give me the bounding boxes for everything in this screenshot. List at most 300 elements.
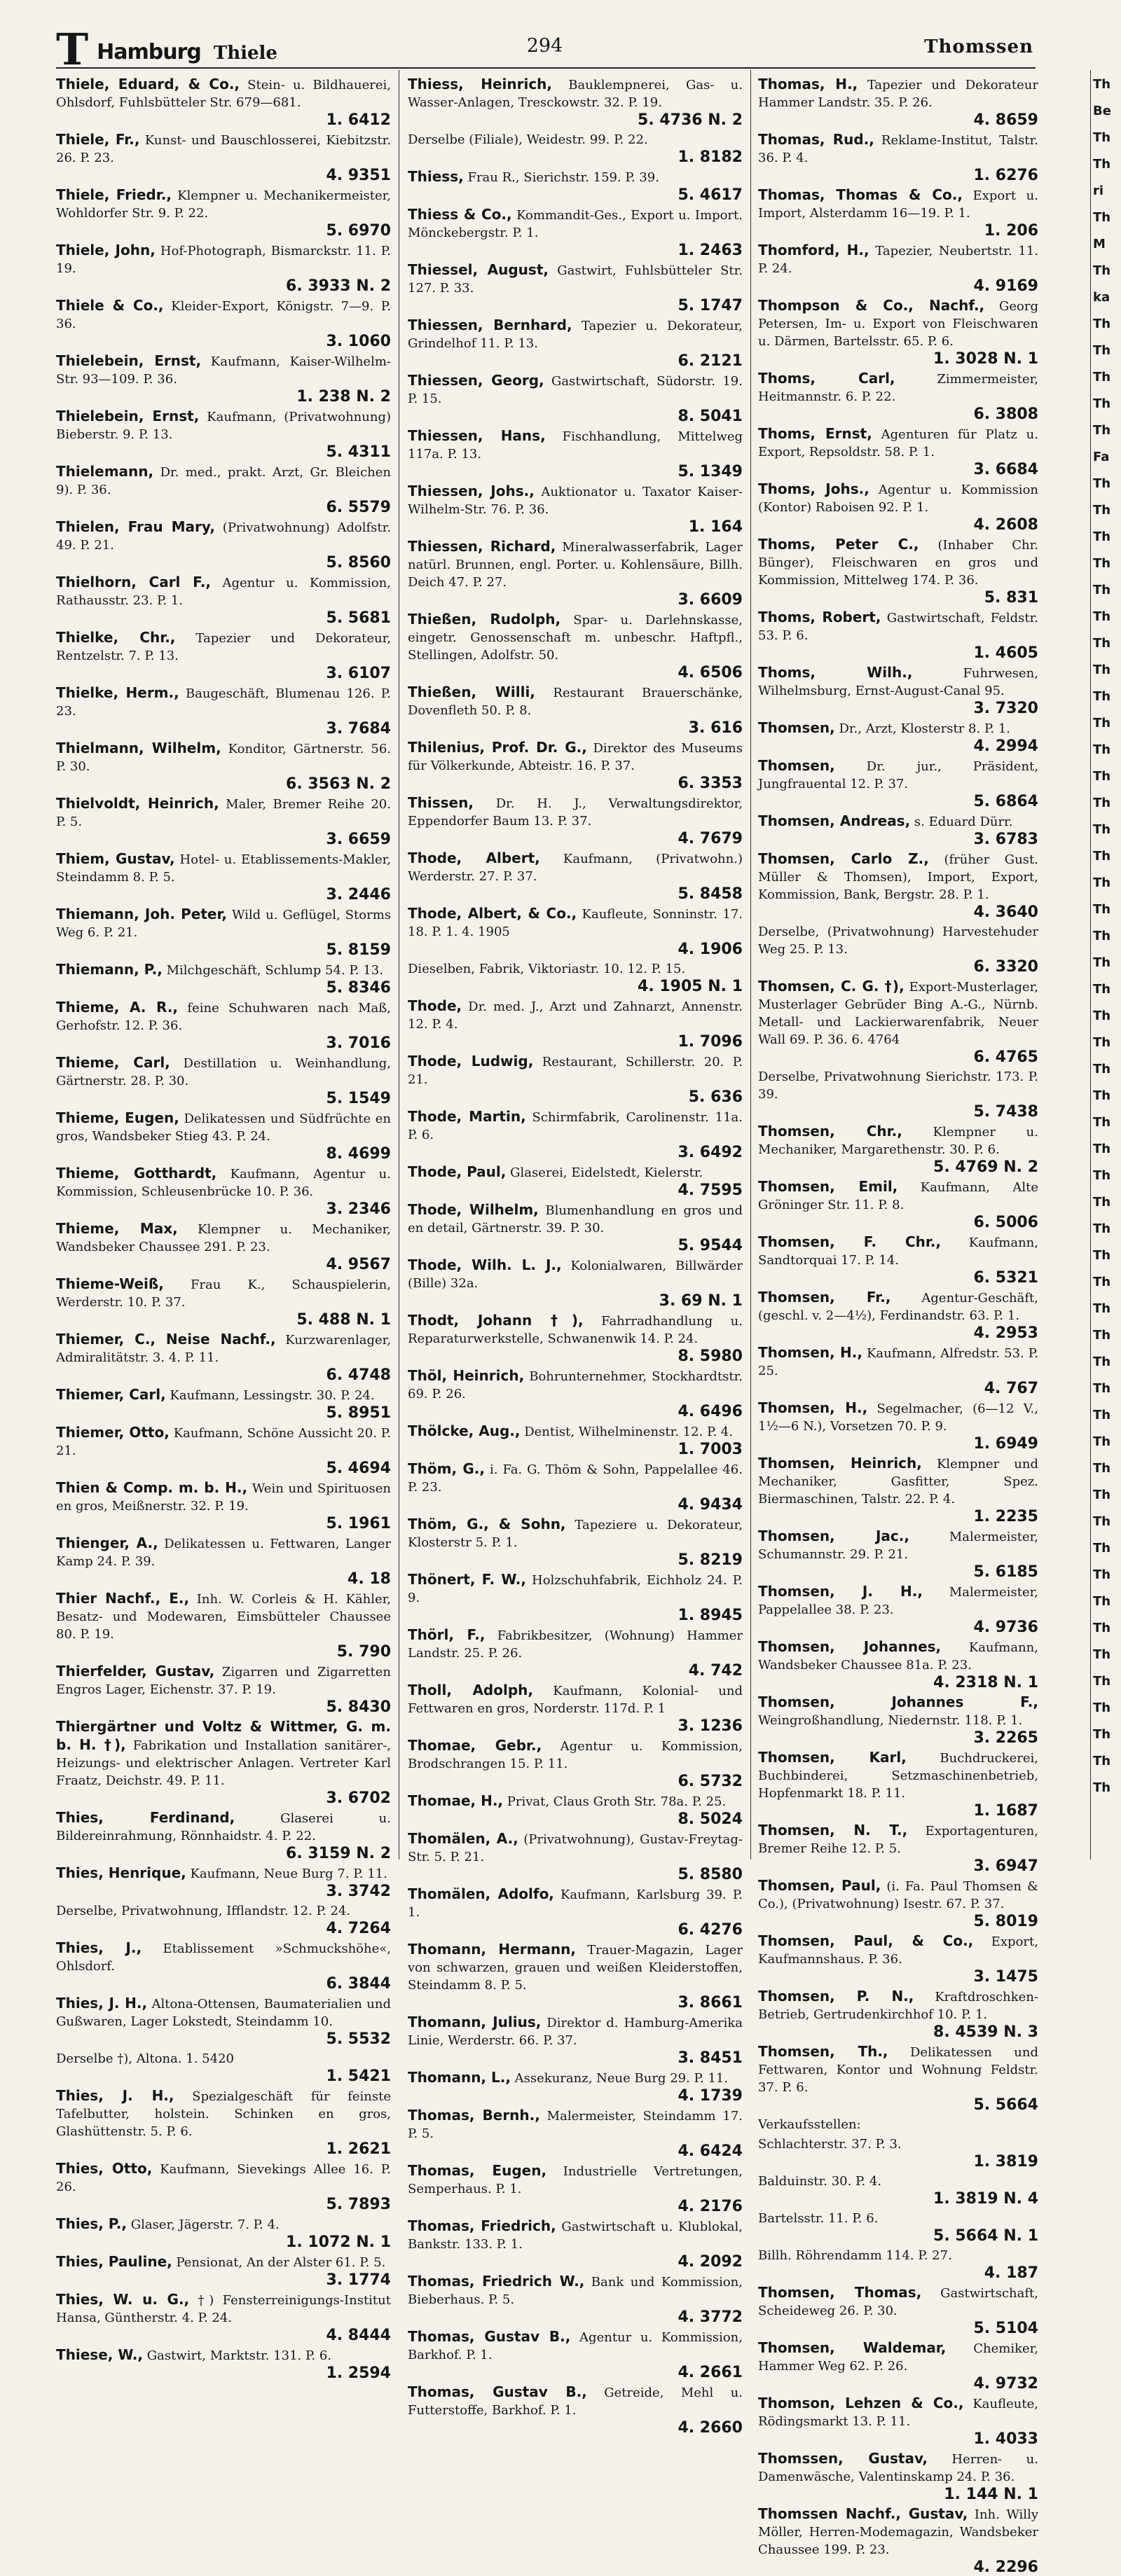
edge-fragment: Th — [1093, 1275, 1111, 1289]
section-letter: T — [56, 24, 89, 75]
header-rule — [56, 67, 1036, 69]
edge-fragment: Th — [1093, 503, 1111, 518]
entry-phone: 6. 3320 — [973, 958, 1038, 976]
entry-details: Frau K., Schauspielerin, Werderstr. 10. P. 37. — [56, 1277, 391, 1310]
entry-phone: 3. 6492 — [678, 1144, 743, 1161]
entry-phone: 1. 2621 — [326, 2140, 391, 2158]
edge-fragment: Th — [1093, 929, 1111, 943]
directory-entry — [758, 2505, 1038, 2576]
entry-name: Thomsen, N. T., — [758, 1822, 908, 1838]
directory-entry — [56, 684, 391, 738]
entry-phone: 1. 8182 — [678, 148, 743, 166]
entry-details: Kaufmann, Sievekings Allee 16. P. 26. — [56, 2162, 391, 2194]
entry-phone: 6. 3844 — [326, 1975, 391, 1993]
directory-entry — [56, 1939, 391, 1993]
directory-entry — [758, 1988, 1038, 2041]
entry-details: Direktor des Museums für Völkerkunde, Abteistr. 16. P. 37. — [408, 741, 743, 773]
entry-details: Spezialgeschäft für feinste Tafelbutter, holstein. Schinken en gros, Glashüttenstr. 5. P. 6. — [56, 2089, 391, 2139]
entry-phone: 5. 4769 N. 2 — [933, 1158, 1038, 1176]
directory-entry — [56, 2050, 391, 2085]
directory-entry — [408, 1516, 743, 1569]
directory-entry — [758, 609, 1038, 662]
entry-details: Kommandit-Ges., Export u. Import. Mönckebergstr. P. 1. — [408, 208, 743, 240]
entry-phone: 5. 5664 — [973, 2096, 1038, 2114]
entry-details: s. Eduard Dürr. — [914, 815, 1013, 829]
directory-entry — [56, 629, 391, 682]
entry-details: Inh. W. Corleis & H. Kähler, Besatz- und Modewaren, Eimsbütteler Chaussee 80. P. 19. — [56, 1592, 392, 1642]
entry-phone: 5. 8580 — [678, 1866, 743, 1883]
entry-name: Thieme, A. R., — [56, 999, 178, 1016]
entry-details: Gastwirt, Marktstr. 131. P. 6. — [146, 2348, 332, 2363]
entry-phone: 3. 2265 — [973, 1729, 1038, 1747]
directory-entry — [758, 297, 1038, 368]
entry-details: Bohrunternehmer, Stockhardtstr. 69. P. 26. — [408, 1369, 743, 1401]
entry-name: Thissen, — [408, 794, 474, 811]
entry-details: Fahrradhandlung u. Reparaturwerkstelle, Schwanenwik 14. P. 24. — [408, 1314, 743, 1346]
entry-phone: 4. 9736 — [973, 1619, 1038, 1636]
directory-entry — [56, 463, 391, 516]
entry-phone: 5. 1549 — [326, 1090, 391, 1107]
directory-entry — [408, 76, 743, 129]
entry-name: Thießen, Willi, — [408, 684, 535, 700]
entry-phone: 1. 144 N. 1 — [944, 2486, 1038, 2503]
entry-name: Thode, Wilhelm, — [408, 1201, 539, 1218]
entry-phone: 5. 8019 — [973, 1913, 1038, 1930]
edge-fragment: Th — [1093, 1248, 1111, 1263]
entry-phone: 3. 6947 — [973, 1857, 1038, 1875]
directory-entry — [758, 923, 1038, 976]
directory-entry — [408, 1201, 743, 1254]
directory-entry — [408, 794, 743, 847]
entry-phone: 1. 206 — [984, 222, 1038, 240]
entry-phone: 1. 2594 — [326, 2364, 391, 2382]
entry-phone: 5. 8159 — [326, 941, 391, 959]
entry-name: Thode, Wilh. L. J., — [408, 1256, 562, 1273]
entry-phone: 4. 9169 — [973, 277, 1038, 295]
entry-details: Gastwirtschaft, Scheideweg 26. P. 30. — [758, 2286, 1038, 2318]
entry-name: Thode, Paul, — [408, 1163, 507, 1180]
entry-phone: 4. 6506 — [678, 664, 743, 681]
entry-name: Thiess & Co., — [408, 206, 512, 223]
entry-name: Thomsen, Paul, & Co., — [758, 1932, 974, 1949]
edge-fragment: Th — [1093, 902, 1111, 917]
entry-details: Frau R., Sierichstr. 159. P. 39. — [467, 170, 659, 185]
entry-name: Thomsen, H., — [758, 1399, 868, 1416]
entry-details: Altona-Ottensen, Baumaterialien und Gußwaren, Lager Lokstedt, Steindamm 10. — [56, 1997, 391, 2029]
entry-phone: 5. 8458 — [678, 885, 743, 903]
entry-name: Thiele, Friedr., — [56, 186, 172, 203]
entry-details: Privat, Claus Groth Str. 78a. P. 25. — [507, 1794, 727, 1809]
entry-phone: 6. 3159 N. 2 — [286, 1845, 391, 1862]
entry-phone: 4. 8444 — [326, 2327, 391, 2344]
directory-entry — [56, 1718, 391, 1807]
column-2 — [408, 76, 743, 2437]
directory-entry — [408, 1053, 743, 1106]
entry-name: Thomann, Julius, — [408, 2014, 542, 2030]
edge-fragment: Th — [1093, 1355, 1111, 1369]
entry-phone: 5. 4736 N. 2 — [638, 111, 743, 129]
entry-name: Thomsen, Paul, — [758, 1877, 881, 1894]
directory-entry — [758, 1455, 1038, 1525]
entry-name: Tholl, Adolph, — [408, 1682, 533, 1698]
entry-details: Derselbe, Privatwohnung, Ifflandstr. 12. P. 24. — [56, 1904, 351, 1918]
entry-name: Thierfelder, Gustav, — [56, 1663, 215, 1680]
entry-name: Thieme, Max, — [56, 1220, 178, 1237]
directory-entry — [408, 611, 743, 681]
entry-name: Thiessel, August, — [408, 261, 549, 278]
edge-fragment: Th — [1093, 263, 1111, 278]
directory-entry — [56, 850, 391, 903]
entry-phone: 3. 2446 — [326, 886, 391, 903]
edge-fragment: ka — [1093, 290, 1110, 305]
directory-entry — [56, 352, 391, 406]
entry-phone: 1. 7003 — [678, 1441, 743, 1458]
entry-details: Zigarren und Zigarretten Engros Lager, Eichenstr. 37. P. 19. — [56, 1665, 391, 1697]
entry-name: Thomsen, Jac., — [758, 1528, 909, 1544]
directory-entry — [56, 795, 391, 848]
directory-entry — [758, 2116, 1038, 2133]
directory-entry — [56, 1663, 391, 1716]
entry-phone: 4. 2953 — [973, 1324, 1038, 1342]
entry-details: Getreide, Mehl u. Futterstoffe, Barkhof. P. 1. — [408, 2385, 743, 2418]
directory-entry — [758, 2210, 1038, 2245]
entry-name: Thomsen, Fr., — [758, 1289, 891, 1306]
edge-fragment: Th — [1093, 822, 1111, 837]
directory-entry — [758, 2339, 1038, 2393]
entry-details: Buchdruckerei, Buchbinderei, Setzmaschinenbetrieb, Hopfenmarkt 18. P. 11. — [758, 1751, 1038, 1801]
edge-fragment: Th — [1093, 130, 1111, 145]
directory-entry — [758, 536, 1038, 607]
directory-entry — [758, 2173, 1038, 2208]
entry-details: Kraftdroschken-Betrieb, Gertrudenkirchhof 10. P. 1. — [758, 1990, 1038, 2022]
entry-phone: 4. 9351 — [326, 167, 391, 184]
edge-fragment: Th — [1093, 716, 1111, 730]
entry-name: Thomsen, Johannes F., — [758, 1694, 1038, 1710]
entry-phone: 4. 8659 — [973, 111, 1038, 129]
directory-entry — [56, 740, 391, 793]
directory-entry — [758, 480, 1038, 534]
entry-phone: 5. 8560 — [326, 554, 391, 572]
edge-fragment: Th — [1093, 1541, 1111, 1556]
entry-name: Thoms, Wilh., — [758, 664, 913, 681]
entry-name: Thomsen, Johannes, — [758, 1638, 942, 1655]
entry-details: Klempner u. Mechanikermeister, Wohldorfer Str. 9. P. 22. — [56, 188, 391, 221]
directory-entry — [758, 425, 1038, 478]
entry-details: Pensionat, An der Alster 61. P. 5. — [176, 2255, 386, 2270]
entry-name: Thönert, F. W., — [408, 1571, 526, 1588]
edge-fragment: Th — [1093, 423, 1111, 438]
entry-phone: 6. 5732 — [678, 1773, 743, 1790]
entry-name: Thomas, Friedrich, — [408, 2217, 556, 2234]
entry-details: Stein- u. Bildhauerei, Ohlsdorf, Fuhlsbütteler Str. 679—681. — [56, 78, 391, 110]
entry-details: Gastwirtschaft, Feldstr. 53. P. 6. — [758, 611, 1038, 643]
entry-phone: 1. 7096 — [678, 1033, 743, 1051]
entry-phone: 1. 3819 N. 4 — [933, 2190, 1038, 2208]
edge-fragment: Th — [1093, 77, 1111, 92]
edge-fragment: Th — [1093, 1674, 1111, 1689]
entry-details: Malermeister, Pappelallee 38. P. 23. — [758, 1585, 1038, 1617]
entry-details: (i. Fa. Paul Thomsen & Co.), (Privatwohnung) Isestr. 67. P. 37. — [758, 1879, 1038, 1911]
entry-name: Thomsen, F. Chr., — [758, 1233, 942, 1250]
entry-phone: 5. 488 N. 1 — [296, 1311, 391, 1329]
directory-entry — [56, 186, 391, 240]
entry-name: Thielebein, Ernst, — [56, 408, 200, 424]
entry-details: Dieselben, Fabrik, Viktoriastr. 10. 12. P. 15. — [408, 962, 686, 976]
entry-details: Klempner und Mechaniker, Gasfitter, Spez. Biermaschinen, Talstr. 22. P. 4. — [758, 1457, 1038, 1507]
edge-fragment: Fa — [1093, 450, 1110, 464]
entry-name: Thier Nachf., E., — [56, 1590, 190, 1607]
entry-name: Thöm, G., & Sohn, — [408, 1516, 566, 1532]
entry-name: Thiess, Heinrich, — [408, 76, 553, 92]
entry-phone: 5. 6185 — [973, 1563, 1038, 1581]
entry-phone: 3. 6659 — [326, 831, 391, 848]
directory-entry — [408, 1108, 743, 1161]
entry-phone: 5. 5681 — [326, 609, 391, 627]
edge-fragment: Th — [1093, 1009, 1111, 1023]
entry-name: Thomssen Nachf., Gustav, — [758, 2505, 968, 2522]
entry-details: Delikatessen u. Fettwaren, Langer Kamp 24. P. 39. — [56, 1537, 391, 1569]
entry-details: Malermeister, Steindamm 17. P. 5. — [408, 2109, 743, 2141]
directory-entry — [408, 1626, 743, 1680]
entry-details: Herren- u. Damenwäsche, Valentinskamp 24. P. 36. — [758, 2452, 1038, 2484]
entry-name: Thöl, Heinrich, — [408, 1367, 525, 1384]
directory-entry — [758, 1822, 1038, 1875]
entry-name: Thiessen, Johs., — [408, 483, 535, 499]
directory-entry — [408, 206, 743, 259]
directory-entry — [408, 261, 743, 314]
edge-fragment: Th — [1093, 157, 1111, 172]
entry-phone: 3. 8451 — [678, 2049, 743, 2067]
entry-name: Thomsen, Chr., — [758, 1123, 902, 1140]
directory-entry — [758, 1583, 1038, 1636]
entry-phone: 1. 2463 — [678, 242, 743, 259]
edge-fragment: Th — [1093, 1567, 1111, 1582]
entry-name: Thomsen, Heinrich, — [758, 1455, 922, 1471]
entry-phone: 5. 4694 — [326, 1460, 391, 1477]
entry-details: Industrielle Vertretungen, Semperhaus. P. 1. — [408, 2164, 743, 2196]
edge-fragment: Th — [1093, 849, 1111, 864]
entry-name: Thoms, Johs., — [758, 480, 869, 497]
directory-entry — [408, 1163, 743, 1199]
entry-details: Hotel- u. Etablissements-Makler, Steindamm 8. P. 5. — [56, 852, 391, 885]
first-entry-word: Thiele — [213, 43, 277, 64]
entry-phone: 6. 4765 — [973, 1048, 1038, 1066]
entry-name: Thompson & Co., Nachf., — [758, 297, 985, 314]
entry-name: Thodt, Johann †), — [408, 1312, 584, 1329]
entry-details: Kaufmann, Alfredstr. 53. P. 25. — [758, 1346, 1038, 1378]
directory-entry — [408, 1941, 743, 2011]
edge-fragment: Th — [1093, 955, 1111, 970]
last-entry-word: Thomssen — [924, 36, 1033, 57]
entry-details: Kaufmann, Sandtorquai 17. P. 14. — [758, 1235, 1038, 1268]
edge-fragment: Th — [1093, 1701, 1111, 1715]
entry-details: Restaurant, Schillerstr. 20. P. 21. — [408, 1055, 743, 1087]
entry-phone: 5. 5104 — [973, 2320, 1038, 2337]
directory-entry — [408, 372, 743, 425]
directory-entry — [408, 2328, 743, 2381]
directory-entry — [56, 1165, 391, 1218]
directory-entry — [56, 1331, 391, 1384]
directory-entry — [56, 518, 391, 572]
directory-entry — [56, 2087, 391, 2158]
edge-fragment: Th — [1093, 1195, 1111, 1210]
directory-entry — [758, 76, 1038, 129]
directory-entry — [56, 1386, 391, 1422]
entry-phone: 4. 2608 — [973, 516, 1038, 534]
directory-entry — [408, 317, 743, 370]
entry-name: Thomson, Lehzen & Co., — [758, 2395, 964, 2411]
entry-name: Thomsen, Karl, — [758, 1749, 907, 1766]
entry-name: Thomsen, Andreas, — [758, 812, 911, 829]
entry-phone: 4. 9434 — [678, 1496, 743, 1514]
edge-fragment: Th — [1093, 1461, 1111, 1476]
entry-phone: 8. 4699 — [326, 1145, 391, 1163]
entry-phone: 1. 1072 N. 1 — [286, 2234, 391, 2251]
entry-name: Thielhorn, Carl F., — [56, 574, 212, 590]
entry-phone: 5. 636 — [688, 1088, 743, 1106]
directory-entry — [408, 684, 743, 737]
entry-details: Klempner u. Mechaniker, Wandsbeker Chaussee 291. P. 23. — [56, 1222, 391, 1254]
entry-phone: 4. 187 — [984, 2264, 1038, 2282]
entry-details: Klempner u. Mechaniker, Margarethenstr. 30. P. 6. — [758, 1125, 1038, 1157]
directory-entry — [408, 1885, 743, 1939]
entry-phone: 6. 4748 — [326, 1366, 391, 1384]
entry-phone: 5. 5532 — [326, 2030, 391, 2048]
directory-entry — [758, 1123, 1038, 1176]
directory-entry — [56, 1220, 391, 1273]
column-divider — [1090, 70, 1091, 1860]
directory-entry — [758, 1344, 1038, 1397]
entry-name: Thölcke, Aug., — [408, 1422, 521, 1439]
entry-details: Kaufmann, Kolonial- und Fettwaren en gros, Norderstr. 117d. P. 1 — [408, 1684, 743, 1716]
edge-fragment: Th — [1093, 1408, 1111, 1422]
entry-phone: 5. 6970 — [326, 222, 391, 240]
entry-phone: 3. 6684 — [973, 461, 1038, 478]
entry-details: Schlachterstr. 37. P. 3. — [758, 2137, 902, 2152]
entry-name: Thomälen, A., — [408, 1830, 518, 1847]
directory-entry — [758, 2450, 1038, 2503]
entry-details: Kaufmann, Wandsbeker Chaussee 81a. P. 23. — [758, 1640, 1038, 1673]
edge-fragment: Th — [1093, 1168, 1111, 1183]
entry-phone: 3. 7684 — [326, 720, 391, 738]
entry-name: Thomsen, Waldemar, — [758, 2339, 947, 2356]
entry-phone: 4. 9732 — [973, 2375, 1038, 2393]
edge-fragment: Th — [1093, 1088, 1111, 1103]
entry-phone: 1. 3028 N. 1 — [933, 350, 1038, 368]
entry-details: Agentur u. Kommission, Brodschrangen 15. P. 11. — [408, 1739, 743, 1771]
directory-entry — [56, 961, 391, 997]
entry-details: Kurzwarenlager, Admiralitätstr. 3. 4. P. 11. — [56, 1333, 391, 1365]
edge-fragment: Th — [1093, 1727, 1111, 1742]
directory-entry — [758, 2247, 1038, 2282]
edge-fragment: Th — [1093, 1780, 1111, 1795]
entry-phone: 4. 3640 — [973, 903, 1038, 921]
entry-details: Derselbe, Privatwohnung Sierichstr. 173. P. 39. — [758, 1069, 1038, 1102]
entry-phone: 5. 7893 — [326, 2196, 391, 2213]
entry-name: Thiemer, Otto, — [56, 1424, 170, 1441]
adjacent-page-edge — [1093, 76, 1121, 1858]
directory-entry — [758, 2284, 1038, 2337]
directory-entry — [758, 812, 1038, 848]
entry-details: Konditor, Gärtnerstr. 56. P. 30. — [56, 742, 391, 774]
entry-phone: 6. 4276 — [678, 1921, 743, 1939]
entry-details: Derselbe, (Privatwohnung) Harvestehuder Weg 25. P. 13. — [758, 925, 1038, 957]
entry-name: Thode, Albert, & Co., — [408, 905, 577, 922]
directory-entry — [56, 1864, 391, 1900]
entry-name: Thörl, F., — [408, 1626, 486, 1643]
directory-entry — [758, 1694, 1038, 1747]
directory-entry — [56, 574, 391, 627]
page-header — [56, 24, 1033, 75]
edge-fragment: Th — [1093, 982, 1111, 997]
edge-fragment: Th — [1093, 1328, 1111, 1343]
entry-details: Kaufmann, Kaiser-Wilhelm-Str. 93—109. P. 36. — [56, 354, 391, 387]
directory-entry — [408, 2014, 743, 2067]
entry-details: Dr. jur., Präsident, Jungfrauental 12. P. 37. — [758, 759, 1038, 791]
edge-fragment: Th — [1093, 769, 1111, 784]
entry-name: Thiele & Co., — [56, 297, 164, 314]
entry-details: Gastwirtschaft, Südorstr. 19. P. 15. — [408, 374, 743, 406]
entry-details: †) Fensterreinigungs-Institut Hansa, Güntherstr. 4. P. 24. — [56, 2293, 391, 2325]
entry-details: Balduinstr. 30. P. 4. — [758, 2174, 882, 2189]
directory-entry — [56, 2215, 391, 2251]
directory-entry — [408, 905, 743, 958]
edge-fragment: Th — [1093, 1488, 1111, 1502]
entry-name: Thiele, John, — [56, 242, 156, 258]
directory-entry — [408, 131, 743, 166]
directory-entry — [56, 1424, 391, 1477]
entry-details: Gastwirt, Fuhlsbütteler Str. 127. P. 33. — [408, 263, 743, 296]
directory-entry — [758, 757, 1038, 810]
edge-fragment: Th — [1093, 609, 1111, 624]
entry-name: Thielemann, — [56, 463, 154, 480]
entry-details: Kaufmann, Lessingstr. 30. P. 24. — [170, 1388, 375, 1403]
entry-name: Thomssen, Gustav, — [758, 2450, 928, 2467]
entry-name: Thomsen, Th., — [758, 2043, 888, 2060]
entry-details: Agentur u. Kommission (Kontor) Raboisen 92. P. 1. — [758, 483, 1038, 515]
directory-entry — [408, 2069, 743, 2105]
edge-fragment: Th — [1093, 317, 1111, 331]
directory-entry — [758, 1528, 1038, 1581]
entry-details: Tapezier u. Dekorateur, Grindelhof 11. P. 13. — [408, 319, 743, 351]
entry-name: Thieme, Eugen, — [56, 1109, 179, 1126]
entry-phone: 6. 3808 — [973, 406, 1038, 423]
entry-details: Fuhrwesen, Wilhelmsburg, Ernst-August-Canal 95. — [758, 666, 1038, 698]
entry-name: Thomas, Gustav B., — [408, 2328, 571, 2345]
entry-name: Thomae, Gebr., — [408, 1737, 542, 1754]
entry-details: Trauer-Magazin, Lager von schwarzen, grauen und weißen Kleiderstoffen, Steindamm 8. P. 5. — [408, 1943, 743, 1993]
directory-entry — [408, 538, 743, 609]
entry-name: Thomae, H., — [408, 1792, 504, 1809]
column-divider — [750, 70, 751, 1860]
entry-phone: 4. 6496 — [678, 1403, 743, 1420]
directory-entry — [758, 719, 1038, 755]
entry-phone: 6. 5321 — [973, 1269, 1038, 1287]
directory-entry — [758, 186, 1038, 240]
edge-fragment: Th — [1093, 1647, 1111, 1662]
entry-details: Weingroßhandlung, Niedernstr. 118. P. 1. — [758, 1713, 1023, 1728]
entry-details: Kolonialwaren, Billwärder (Bille) 32a. — [408, 1259, 743, 1291]
directory-entry — [56, 1535, 391, 1588]
entry-details: Glaser, Jägerstr. 7. P. 4. — [130, 2217, 280, 2232]
entry-details: Chemiker, Hammer Weg 62. P. 26. — [758, 2341, 1038, 2374]
entry-name: Thieme-Weiß, — [56, 1275, 164, 1292]
directory-entry — [56, 242, 391, 295]
entry-phone: 3. 7016 — [326, 1034, 391, 1052]
edge-fragment: Th — [1093, 636, 1111, 651]
entry-name: Thießen, Rudolph, — [408, 611, 561, 628]
entry-phone: 5. 5664 N. 1 — [933, 2227, 1038, 2245]
